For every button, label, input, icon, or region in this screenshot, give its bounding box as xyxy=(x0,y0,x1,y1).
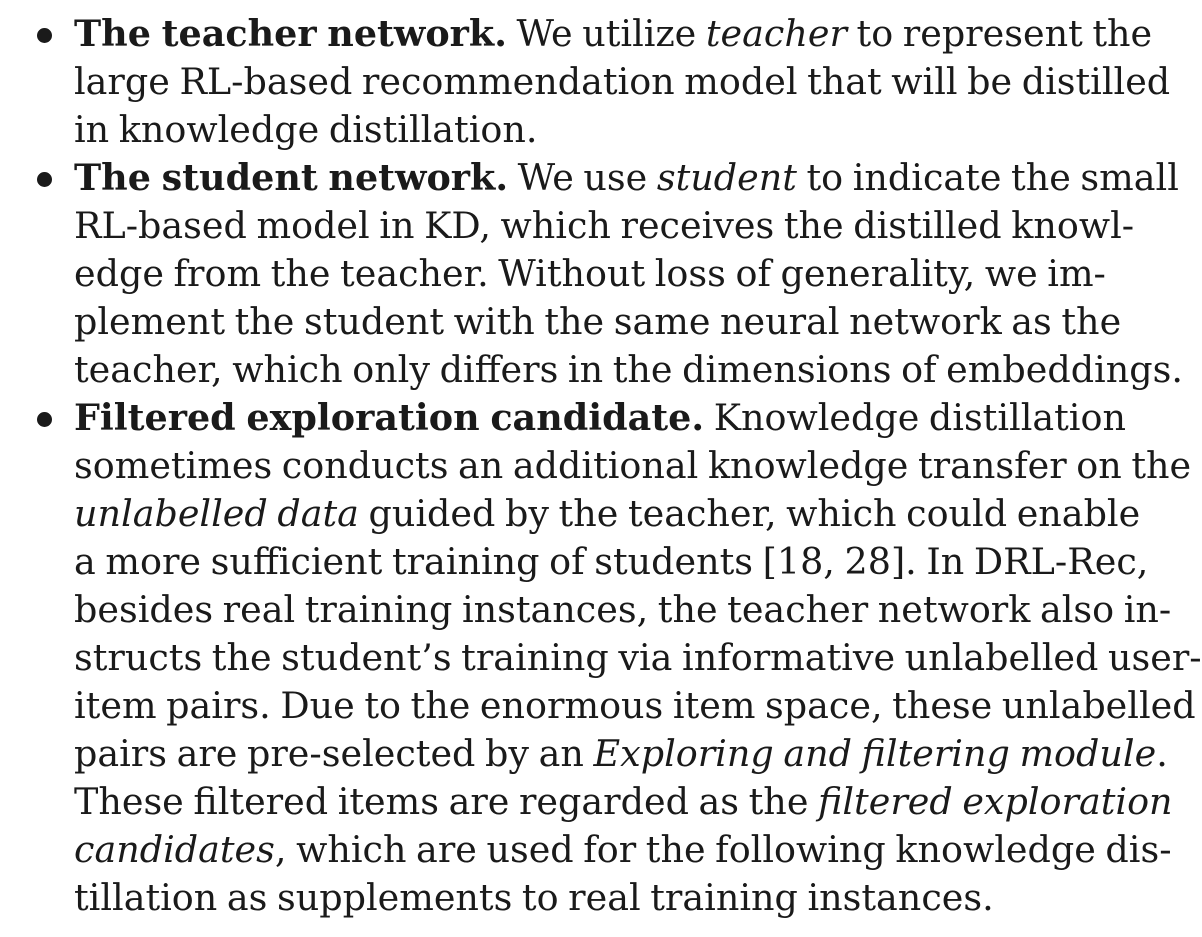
body-text: guided by the teacher, which could enable xyxy=(358,492,1141,535)
emphasis-text: Exploring and filtering module xyxy=(593,732,1157,775)
bullet-marker xyxy=(37,172,52,187)
text-line xyxy=(74,634,1202,682)
bullet-term: Filtered exploration candidate. xyxy=(74,396,705,439)
body-text: edge from the teacher. Without loss of generality, we im- xyxy=(74,252,1106,295)
body-text: We use xyxy=(517,156,657,199)
body-text: . xyxy=(1156,732,1168,775)
body-text: item pairs. Due to the enormous item space, these unlabelled xyxy=(74,684,1196,727)
emphasis-text: candidates xyxy=(74,828,275,871)
text-line xyxy=(74,874,1024,922)
body-text: RL-based model in KD, which receives the distilled knowl- xyxy=(74,204,1135,247)
text-line xyxy=(74,250,1106,298)
text-line xyxy=(74,682,1196,730)
text-line xyxy=(74,490,1141,538)
emphasis-text: filtered exploration xyxy=(818,780,1173,823)
bullet-marker xyxy=(37,412,52,427)
body-text: large RL-based recommendation model that will be distilled xyxy=(74,60,1171,103)
body-text: to represent the xyxy=(846,12,1153,55)
body-text: , which are used for the following knowledge dis- xyxy=(274,828,1172,871)
text-line xyxy=(74,730,1168,778)
emphasis-text: teacher xyxy=(705,12,847,55)
body-text: sometimes conducts an additional knowledge transfer on the xyxy=(74,444,1192,487)
text-line xyxy=(74,10,1153,58)
text-line xyxy=(74,202,1135,250)
body-text: structs the student’s training via informative unlabelled user- xyxy=(74,636,1202,679)
emphasis-text: unlabelled data xyxy=(74,492,359,535)
text-line xyxy=(74,154,1179,202)
text-line xyxy=(74,442,1192,490)
body-text: plement the student with the same neural network as the xyxy=(74,300,1122,343)
body-text: teacher, which only differs in the dimensions of embeddings. xyxy=(74,348,1183,391)
text-line xyxy=(74,346,1183,394)
text-line xyxy=(74,826,1172,874)
bullet-marker xyxy=(37,28,52,43)
body-text: to indicate the small xyxy=(796,156,1179,199)
text-line xyxy=(74,298,1122,346)
text-line xyxy=(74,778,1173,826)
body-text: We utilize xyxy=(516,12,706,55)
body-text: Knowledge distillation xyxy=(713,396,1126,439)
text-line xyxy=(74,106,1024,154)
text-line xyxy=(74,586,1172,634)
body-text: in knowledge distillation. xyxy=(74,108,538,151)
body-text: pairs are pre-selected by an xyxy=(74,732,594,775)
bullet-term: The teacher network. xyxy=(74,12,507,55)
text-line xyxy=(74,394,1126,442)
body-text: a more sufficient training of students [18, 28]. In DRL-Rec, xyxy=(74,540,1149,583)
text-line xyxy=(74,58,1171,106)
bullet-term: The student network. xyxy=(74,156,509,199)
body-text: tillation as supplements to real training instances. xyxy=(74,876,994,919)
text-line xyxy=(74,538,1149,586)
body-text: These filtered items are regarded as the xyxy=(74,780,819,823)
emphasis-text: student xyxy=(656,156,797,199)
body-text: besides real training instances, the teacher network also in- xyxy=(74,588,1172,631)
